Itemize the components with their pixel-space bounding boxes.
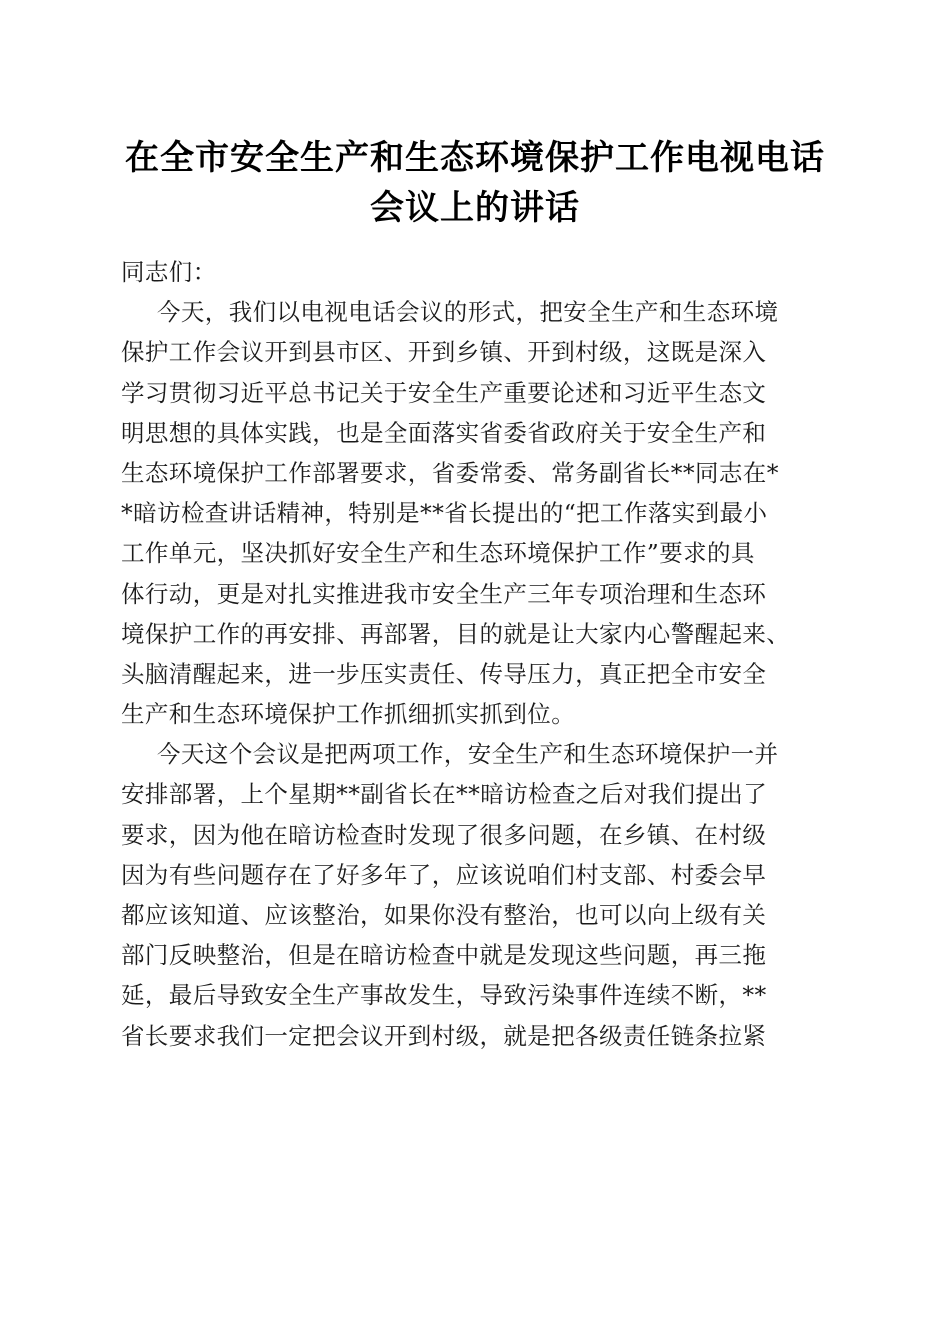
paragraph-line: 省长要求我们一定把会议开到村级，就是把各级责任链条拉紧 — [121, 1021, 767, 1050]
paragraph-line: 因为有些问题存在了好多年了，应该说咱们村支部、村委会早 — [121, 860, 767, 889]
paragraph-line: 要求，因为他在暗访检查时发现了很多问题，在乡镇、在村级 — [121, 820, 767, 849]
paragraph-line: 明思想的具体实践，也是全面落实省委省政府关于安全生产和 — [121, 418, 767, 447]
paragraph-2 — [121, 734, 831, 1056]
paragraph-line: 头脑清醒起来，进一步压实责任、传导压力，真正把全市安全 — [121, 659, 767, 688]
document-title — [100, 133, 850, 233]
paragraph-line: 生产和生态环境保护工作抓细抓实抓到位。 — [121, 700, 576, 729]
salutation: 同志们： — [121, 258, 217, 286]
paragraph-line: 今天，我们以电视电话会议的形式，把安全生产和生态环境 — [157, 298, 779, 327]
paragraph-line: 延，最后导致安全生产事故发生，导致污染事件连续不断，** — [121, 981, 767, 1010]
title-line: 会议上的讲话 — [370, 188, 580, 228]
document-body — [121, 252, 831, 1056]
paragraph-1 — [121, 292, 831, 734]
paragraph-line: 保护工作会议开到县市区、开到乡镇、开到村级，这既是深入 — [121, 338, 767, 367]
paragraph-line: 工作单元，坚决抓好安全生产和生态环境保护工作”要求的具 — [121, 539, 755, 568]
paragraph-line: 安排部署，上个星期**副省长在**暗访检查之后对我们提出了 — [121, 780, 768, 809]
paragraph-line: *暗访检查讲话精神，特别是**省长提出的“把工作落实到最小 — [121, 499, 768, 528]
paragraph-line: 境保护工作的再安排、再部署，目的就是让大家内心警醒起来、 — [121, 619, 791, 648]
paragraph-line: 生态环境保护工作部署要求，省委常委、常务副省长**同志在* — [121, 458, 779, 487]
paragraph-line: 都应该知道、应该整治，如果你没有整治，也可以向上级有关 — [121, 901, 767, 929]
paragraph-line: 体行动，更是对扎实推进我市安全生产三年专项治理和生态环 — [121, 579, 767, 608]
paragraph-line: 学习贯彻习近平总书记关于安全生产重要论述和习近平生态文 — [121, 378, 767, 407]
paragraph-line: 部门反映整治，但是在暗访检查中就是发现这些问题，再三拖 — [121, 941, 767, 970]
paragraph-line: 今天这个会议是把两项工作，安全生产和生态环境保护一并 — [157, 740, 779, 769]
title-line: 在全市安全生产和生态环境保护工作电视电话 — [125, 138, 825, 178]
